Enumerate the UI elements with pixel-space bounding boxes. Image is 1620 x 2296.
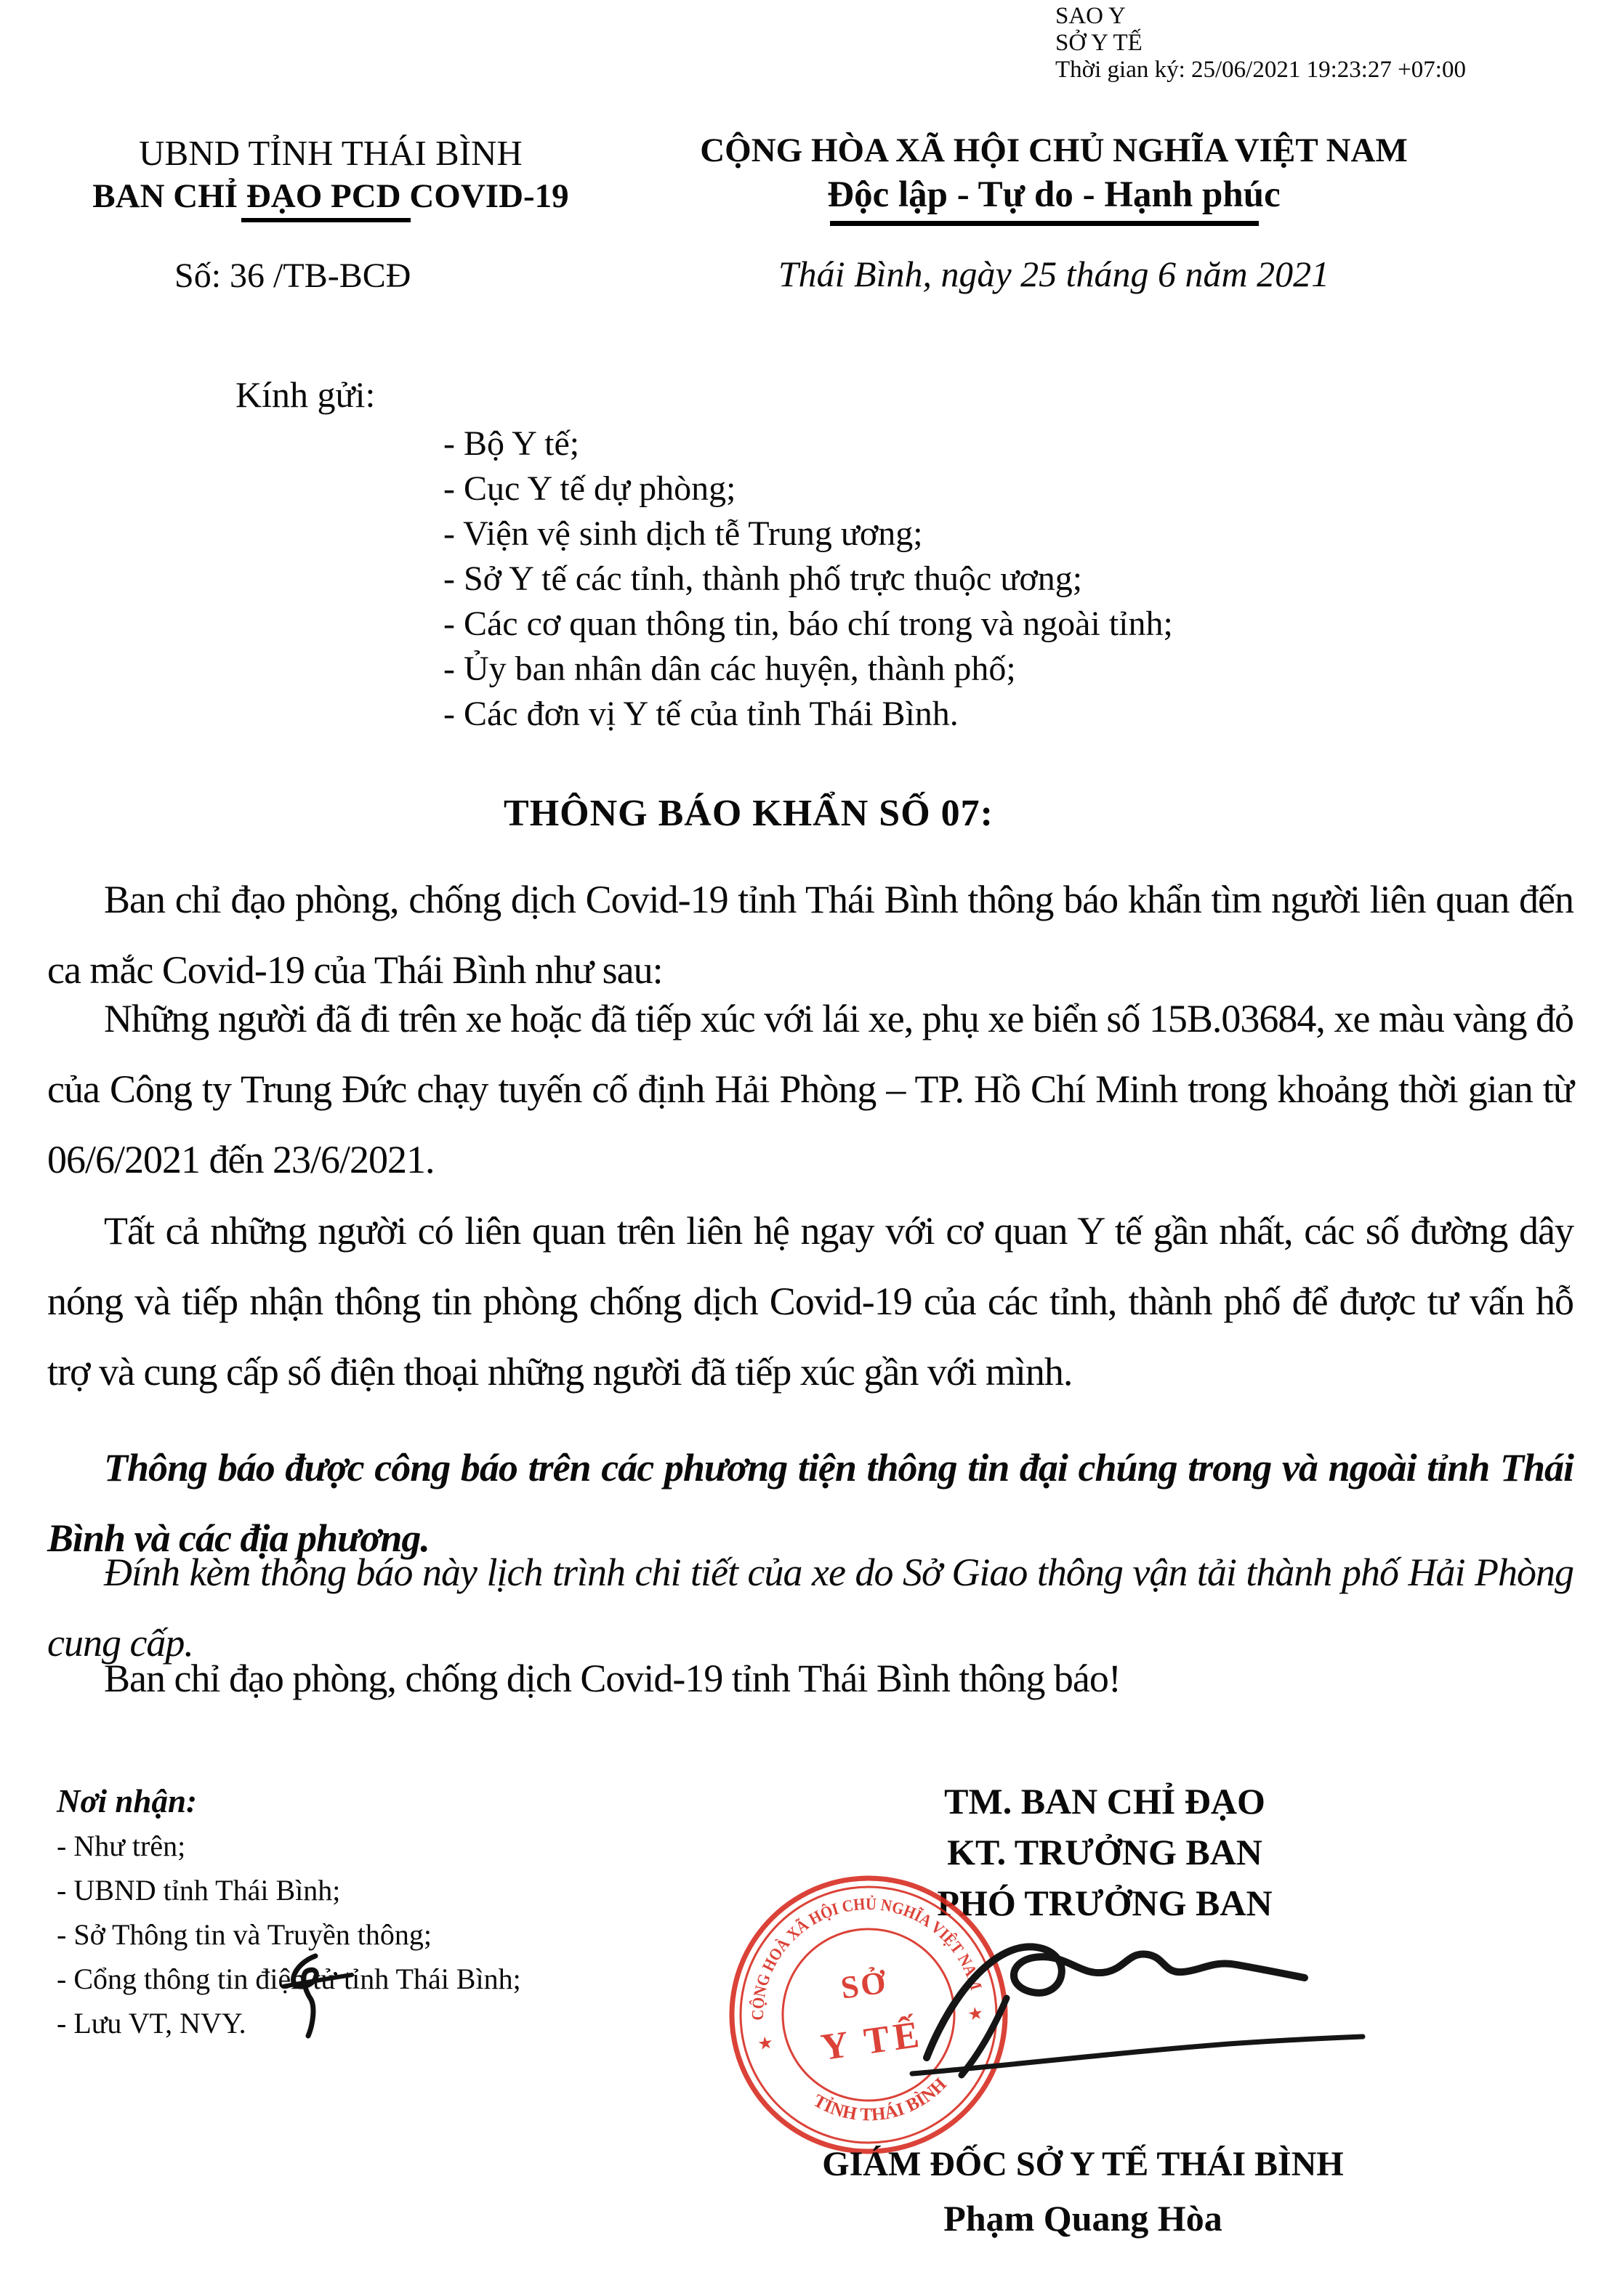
body-paragraph-2: Những người đã đi trên xe hoặc đã tiếp xúc với lái xe, phụ xe biển số 15B.03684, xe màu vàng đỏ của Công ty Trung Đức chạy tuyến cố định Hải Phòng – TP. Hồ Chí Minh trong khoảng thời gian từ 06/6/2021 đến 23/6/2021. <box>47 997 1573 1181</box>
document-number: Số: 36 /TB-BCĐ <box>174 256 411 295</box>
filing-item: - Lưu VT, NVY. <box>57 2007 246 2040</box>
recipient-item: - Ủy ban nhân dân các huyện, thành phố; <box>443 650 1016 688</box>
certification-block <box>1055 3 1466 84</box>
filing-item: - UBND tỉnh Thái Bình; <box>57 1874 341 1907</box>
clerk-initials-mark <box>270 1946 358 2040</box>
filing-item: - Như trên; <box>57 1830 186 1862</box>
recipients-label: Kính gửi: <box>235 374 376 415</box>
filing-item: - Sở Thông tin và Truyền thông; <box>57 1918 432 1951</box>
place-and-date: Thái Bình, ngày 25 tháng 6 năm 2021 <box>778 254 1330 294</box>
certification-sign-time: Thời gian ký: 25/06/2021 19:23:27 +07:00 <box>1055 57 1466 83</box>
seal-center-line2: Y TẾ <box>818 2013 926 2069</box>
filing-label: Nơi nhận: <box>57 1783 197 1819</box>
per-pro-line: KT. TRƯỞNG BAN <box>947 1832 1262 1872</box>
recipient-item: - Bộ Y tế; <box>443 424 580 463</box>
issuing-authority-block <box>65 132 596 218</box>
body-paragraph-6: Ban chỉ đạo phòng, chống dịch Covid-19 tỉnh Thái Bình thông báo! <box>104 1657 1121 1700</box>
seal-center-line1: SỞ <box>838 1964 890 2006</box>
body-paragraph-4: Thông báo được công báo trên các phương tiện thông tin đại chúng trong và ngoài tỉnh Thái Bình và các địa phương. <box>47 1446 1573 1560</box>
signer-block <box>734 2141 1432 2244</box>
deputy-head-line: PHÓ TRƯỞNG BAN <box>937 1883 1273 1923</box>
left-header-underline <box>241 218 411 222</box>
body-paragraph-5: Đính kèm thông báo này lịch trình chi tiết của xe do Sở Giao thông vận tải thành phố Hải Phòng cung cấp. <box>47 1551 1573 1665</box>
recipients-list <box>443 421 1173 737</box>
certification-copy-label: SAO Y <box>1055 3 1126 29</box>
on-behalf-line: TM. BAN CHỈ ĐẠO <box>944 1781 1265 1822</box>
issuing-authority-name: BAN CHỈ ĐẠO PCD COVID-19 <box>92 177 569 215</box>
national-name: CỘNG HÒA XÃ HỘI CHỦ NGHĨA VIỆT NAM <box>700 132 1408 169</box>
handwritten-signature <box>898 1920 1377 2101</box>
recipient-item: - Các đơn vị Y tế của tỉnh Thái Bình. <box>443 695 959 733</box>
signer-name: Phạm Quang Hòa <box>943 2198 1222 2239</box>
seal-star-right: ★ <box>966 2004 985 2025</box>
right-header-underline <box>830 221 1259 226</box>
signer-position: GIÁM ĐỐC SỞ Y TẾ THÁI BÌNH <box>822 2145 1344 2183</box>
recipient-item: - Viện vệ sinh dịch tễ Trung ương; <box>443 514 923 553</box>
recipient-item: - Các cơ quan thông tin, báo chí trong và ngoài tỉnh; <box>443 605 1173 643</box>
certification-agency: SỞ Y TẾ <box>1055 30 1143 56</box>
recipient-item: - Sở Y tế các tỉnh, thành phố trực thuộc ương; <box>443 559 1083 598</box>
seal-ring-bottom-text: TỈNH THÁI BÌNH <box>810 2074 951 2125</box>
national-motto: Độc lập - Tự do - Hạnh phúc <box>827 174 1281 215</box>
document-title: THÔNG BÁO KHẨN SỐ 07: <box>504 793 994 834</box>
recipient-item: - Cục Y tế dự phòng; <box>443 469 736 508</box>
filing-item: - Cổng thông tin điện tử tỉnh Thái Bình; <box>57 1962 521 1995</box>
body-paragraph-1: Ban chỉ đạo phòng, chống dịch Covid-19 tỉnh Thái Bình thông báo khẩn tìm người liên quan đến ca mắc Covid-19 của Thái Bình như sau: <box>47 878 1573 992</box>
issuing-authority-parent: UBND TỈNH THÁI BÌNH <box>139 133 523 173</box>
seal-ring-top-text: CỘNG HOÀ XÃ HỘI CHỦ NGHĨA VIỆT NAM <box>748 1894 986 2021</box>
national-motto-block <box>625 129 1483 218</box>
seal-star-left: ★ <box>756 2033 775 2055</box>
body-paragraph-3: Tất cả những người có liên quan trên liên hệ ngay với cơ quan Y tế gần nhất, các số đường dây nóng và tiếp nhận thông tin phòng chống dịch Covid-19 của các tỉnh, thành phố để được tư vấn hỗ trợ và cung cấp số điện thoại những người đã tiếp xúc gần với mình. <box>47 1209 1573 1394</box>
